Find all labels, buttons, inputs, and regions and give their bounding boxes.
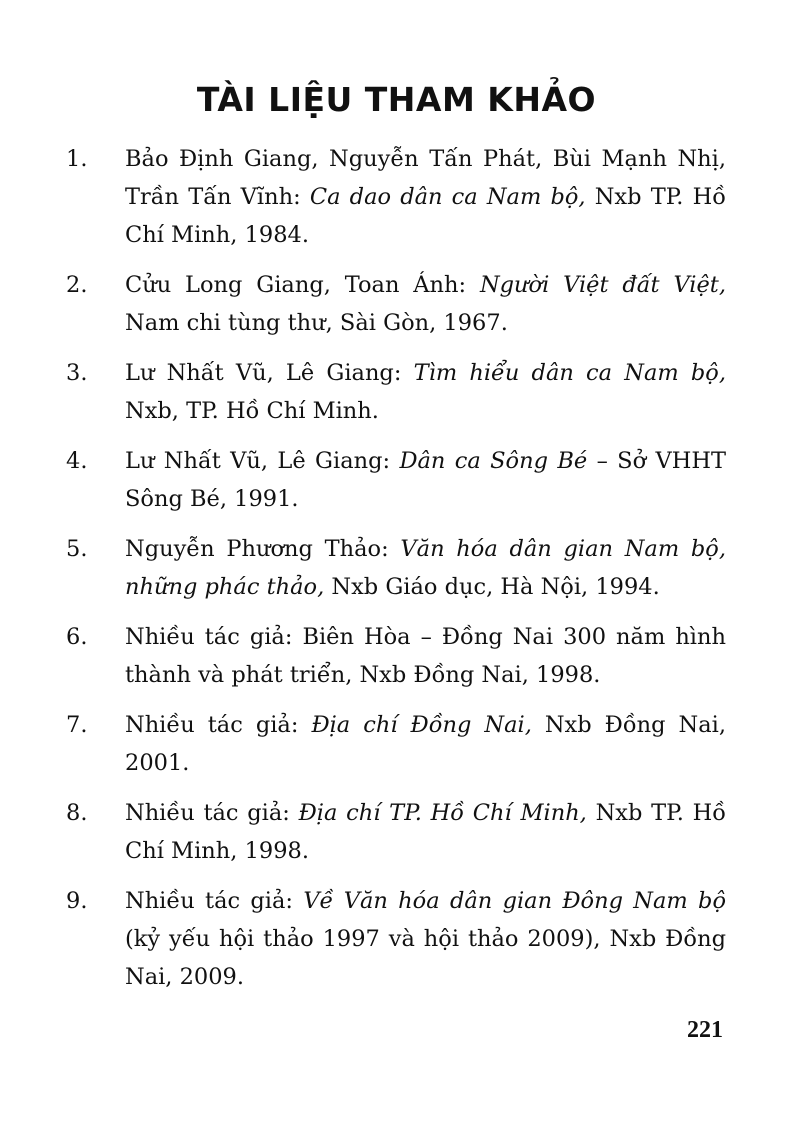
reference-text: [125, 882, 726, 996]
reference-text: [125, 530, 726, 606]
reference-item: [66, 794, 726, 870]
reference-number: 2.: [66, 272, 88, 298]
reference-authors: Cửu Long Giang, Toan Ánh:: [125, 272, 480, 298]
reference-authors: Nguyễn Phương Thảo:: [125, 536, 401, 562]
reference-item: [66, 140, 726, 254]
reference-authors: Nhiều tác giả:: [125, 888, 304, 914]
reference-title: Về Văn hóa dân gian Đông Nam bộ: [303, 888, 727, 914]
reference-publisher: Nxb Đồng Nai, 2001.: [125, 712, 726, 776]
reference-publisher: Nxb TP. Hồ Chí Minh, 1984.: [125, 184, 726, 248]
reference-number: 9.: [66, 888, 88, 914]
reference-publisher: Nxb, TP. Hồ Chí Minh.: [125, 398, 379, 424]
reference-publisher: Nxb TP. Hồ Chí Minh, 1998.: [125, 800, 727, 864]
reference-item: [66, 354, 726, 430]
reference-authors: Nhiều tác giả:: [125, 800, 299, 826]
reference-publisher: Nam chi tùng thư, Sài Gòn, 1967.: [125, 310, 508, 336]
reference-item: [66, 618, 726, 694]
reference-number: 3.: [66, 360, 88, 386]
reference-text: [125, 442, 726, 518]
reference-authors: Nhiều tác giả:: [125, 712, 312, 738]
reference-text: [125, 354, 726, 430]
reference-list: [66, 140, 726, 1008]
reference-publisher: (kỷ yếu hội thảo 1997 và hội thảo 2009), Nxb Đồng Nai, 2009.: [125, 926, 726, 990]
page-title: TÀI LIỆU THAM KHẢO: [196, 80, 597, 119]
reference-item: [66, 266, 726, 342]
reference-authors: Bảo Định Giang, Nguyễn Tấn Phát, Bùi Mạnh Nhị, Trần Tấn Vĩnh:: [125, 146, 726, 210]
reference-title: Người Việt đất Việt,: [479, 272, 726, 298]
reference-number: 4.: [66, 448, 88, 474]
reference-text: [125, 794, 726, 870]
reference-number: 6.: [66, 624, 88, 650]
reference-text: [125, 618, 726, 694]
reference-number: 5.: [66, 536, 88, 562]
reference-title: Văn hóa dân gian Nam bộ, những phác thảo,: [125, 536, 726, 600]
reference-title: Ca dao dân ca Nam bộ,: [309, 184, 586, 210]
reference-item: [66, 442, 726, 518]
reference-publisher: Nxb Giáo dục, Hà Nội, 1994.: [324, 574, 660, 600]
reference-title: Dân ca Sông Bé: [399, 448, 588, 474]
reference-text: [125, 140, 726, 254]
reference-authors: Nhiều tác giả: Biên Hòa – Đồng Nai 300 năm hình thành và phát triển, Nxb Đồng Nai, 1998.: [125, 624, 726, 688]
reference-text: [125, 266, 726, 342]
reference-authors: Lư Nhất Vũ, Lê Giang:: [125, 360, 414, 386]
reference-item: [66, 882, 726, 996]
page-number: 221: [687, 1017, 723, 1043]
reference-text: [125, 706, 726, 782]
reference-title: Tìm hiểu dân ca Nam bộ,: [413, 360, 726, 386]
reference-title: Địa chí TP. Hồ Chí Minh,: [298, 800, 587, 826]
reference-number: 7.: [66, 712, 88, 738]
reference-authors: Lư Nhất Vũ, Lê Giang:: [125, 448, 400, 474]
reference-number: 8.: [66, 800, 88, 826]
reference-item: [66, 706, 726, 782]
reference-publisher: – Sở VHHT Sông Bé, 1991.: [125, 448, 726, 512]
reference-item: [66, 530, 726, 606]
reference-title: Địa chí Đồng Nai,: [311, 712, 532, 738]
reference-number: 1.: [66, 146, 88, 172]
